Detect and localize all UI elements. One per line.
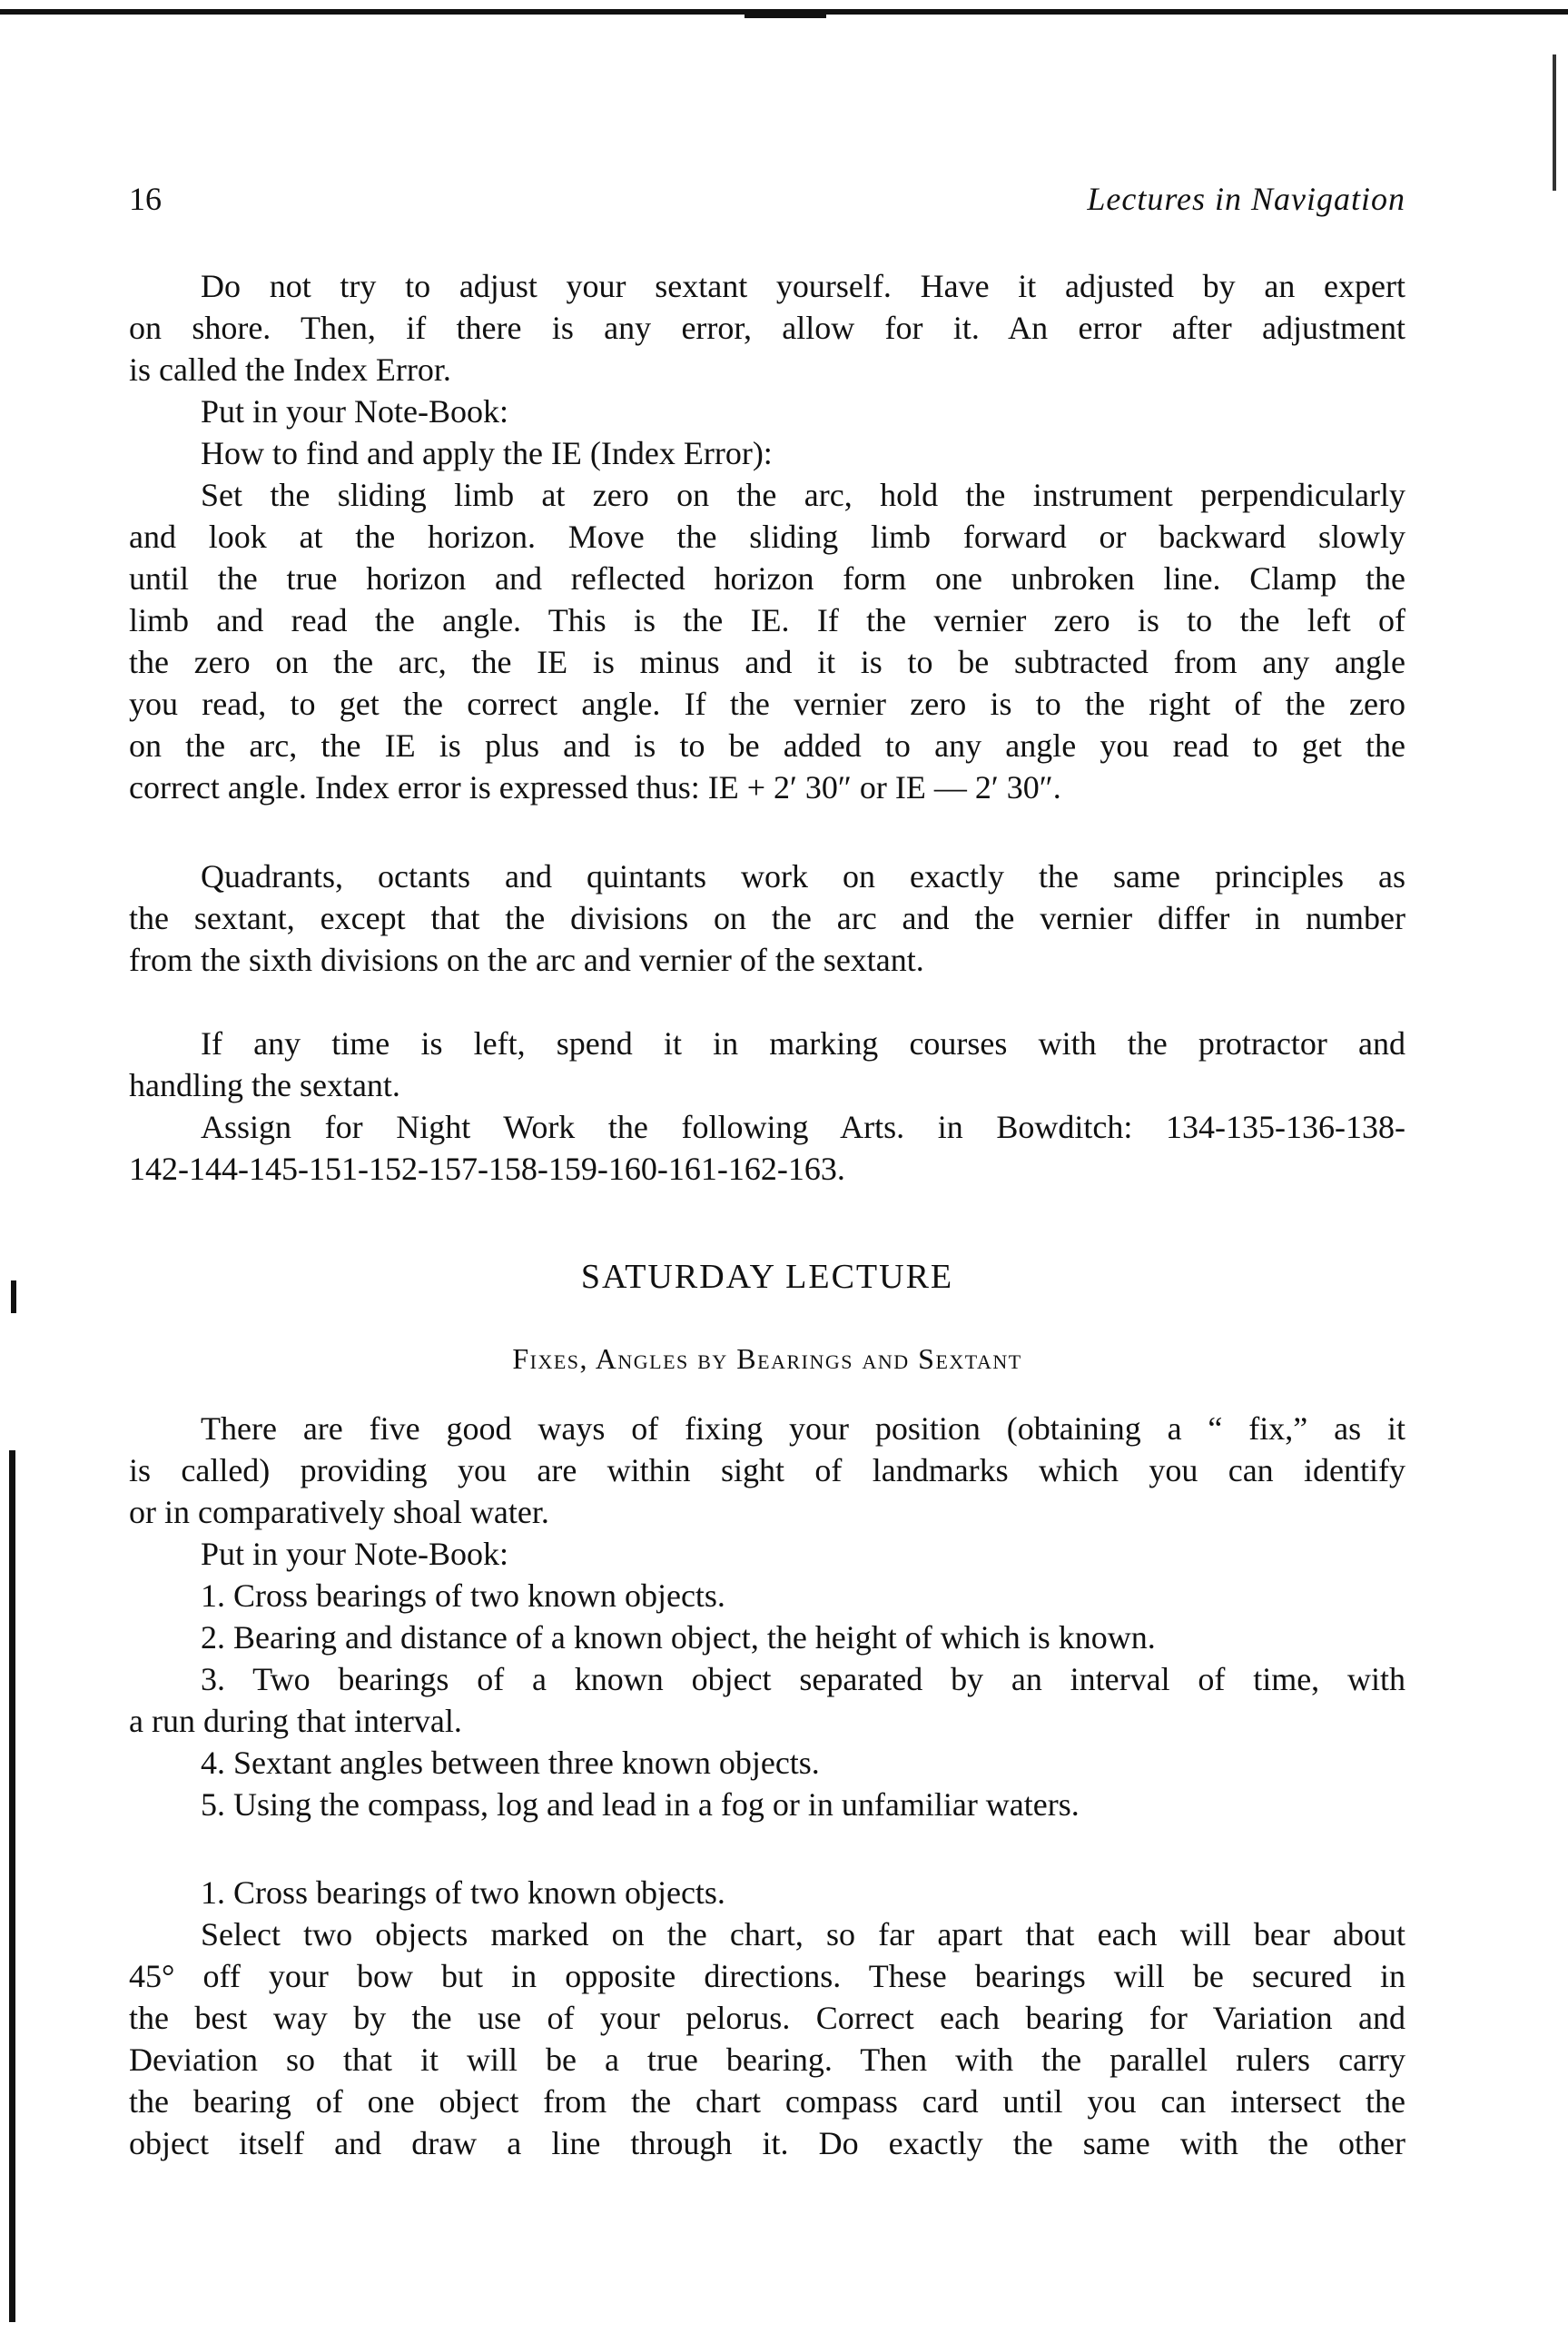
text-line: on shore. Then, if there is any error, allow for it. An error after adjustment	[129, 310, 1405, 346]
text-line: until the true horizon and reflected horizon form one unbroken line. Clamp the	[129, 560, 1405, 597]
text-line: from the sixth divisions on the arc and vernier of the sextant.	[129, 942, 924, 978]
running-head: Lectures in Navigation	[1087, 181, 1405, 217]
text-line: Do not try to adjust your sextant yourself. Have it adjusted by an expert	[201, 268, 1405, 304]
text-line: a run during that interval.	[129, 1703, 462, 1739]
paragraph-fixes	[129, 1408, 1405, 1825]
paragraph-assignment	[129, 1023, 1405, 1190]
text-line: There are five good ways of fixing your position (obtaining a “ fix,” as it	[201, 1410, 1405, 1447]
text-line: the bearing of one object from the chart compass card until you can intersect the	[129, 2083, 1405, 2120]
text-line: How to find and apply the IE (Index Error):	[201, 435, 773, 471]
section-heading: SATURDAY LECTURE	[580, 1258, 954, 1296]
text-line: the zero on the arc, the IE is minus and it is to be subtracted from any angle	[129, 644, 1405, 680]
paragraph-index-error	[129, 265, 1405, 808]
text-line: correct angle. Index error is expressed thus: IE + 2′ 30″ or IE — 2′ 30″.	[129, 769, 1061, 806]
text-line: Set the sliding limb at zero on the arc, hold the instrument perpendicularly	[201, 477, 1405, 513]
text-line: Quadrants, octants and quintants work on exactly the same principles as	[201, 858, 1405, 895]
text-line: 1. Cross bearings of two known objects.	[201, 1874, 725, 1911]
text-line: the sextant, except that the divisions on the arc and the vernier differ in number	[129, 900, 1405, 936]
text-line: 3. Two bearings of a known object separated by an interval of time, with	[201, 1661, 1405, 1697]
text-line: 5. Using the compass, log and lead in a fog or in unfamiliar waters.	[201, 1786, 1080, 1823]
text-line: limb and read the angle. This is the IE. If the vernier zero is to the left of	[129, 602, 1405, 638]
text-line: 1. Cross bearings of two known objects.	[201, 1577, 725, 1614]
text-line: you read, to get the correct angle. If the vernier zero is to the right of the zero	[129, 686, 1405, 722]
text-line: 142-144-145-151-152-157-158-159-160-161-162-163.	[129, 1151, 845, 1187]
text-line: handling the sextant.	[129, 1067, 400, 1103]
text-line: Deviation so that it will be a true bearing. Then with the parallel rulers carry	[129, 2041, 1405, 2078]
page-number: 16	[129, 181, 162, 217]
text-line: Select two objects marked on the chart, so far apart that each will bear about	[201, 1916, 1405, 1952]
text-line: Put in your Note-Book:	[201, 1536, 508, 1572]
section-subheading: Fixes, Angles by Bearings and Sextant	[512, 1342, 1022, 1375]
text-line: Assign for Night Work the following Arts. in Bowditch: 134-135-136-138-	[201, 1109, 1405, 1145]
text-line: and look at the horizon. Move the sliding limb forward or backward slowly	[129, 519, 1405, 555]
text-line: or in comparatively shoal water.	[129, 1494, 549, 1530]
page-top-mark	[745, 15, 826, 18]
page-right-edge	[1553, 54, 1556, 191]
text-line: object itself and draw a line through it. Do exactly the same with the other	[129, 2125, 1405, 2161]
page-left-binding-edge	[9, 1450, 15, 2322]
text-line: is called) providing you are within sight of landmarks which you can identify	[129, 1452, 1405, 1488]
text-line: 4. Sextant angles between three known objects.	[201, 1745, 820, 1781]
text-line: 2. Bearing and distance of a known object, the height of which is known.	[201, 1619, 1156, 1656]
text-line: is called the Index Error.	[129, 351, 451, 388]
text-line: on the arc, the IE is plus and is to be added to any angle you read to get the	[129, 727, 1405, 764]
paragraph-cross-bearings	[129, 1872, 1405, 2164]
text-line: If any time is left, spend it in marking courses with the protractor and	[201, 1025, 1405, 1062]
text-line: 45° off your bow but in opposite directions. These bearings will be secured in	[129, 1958, 1405, 1994]
paragraph-quadrants	[129, 855, 1405, 981]
page-left-mark	[11, 1280, 16, 1313]
text-line: Put in your Note-Book:	[201, 393, 508, 430]
text-line: the best way by the use of your pelorus. Correct each bearing for Variation and	[129, 2000, 1405, 2036]
page-header	[129, 180, 1405, 225]
